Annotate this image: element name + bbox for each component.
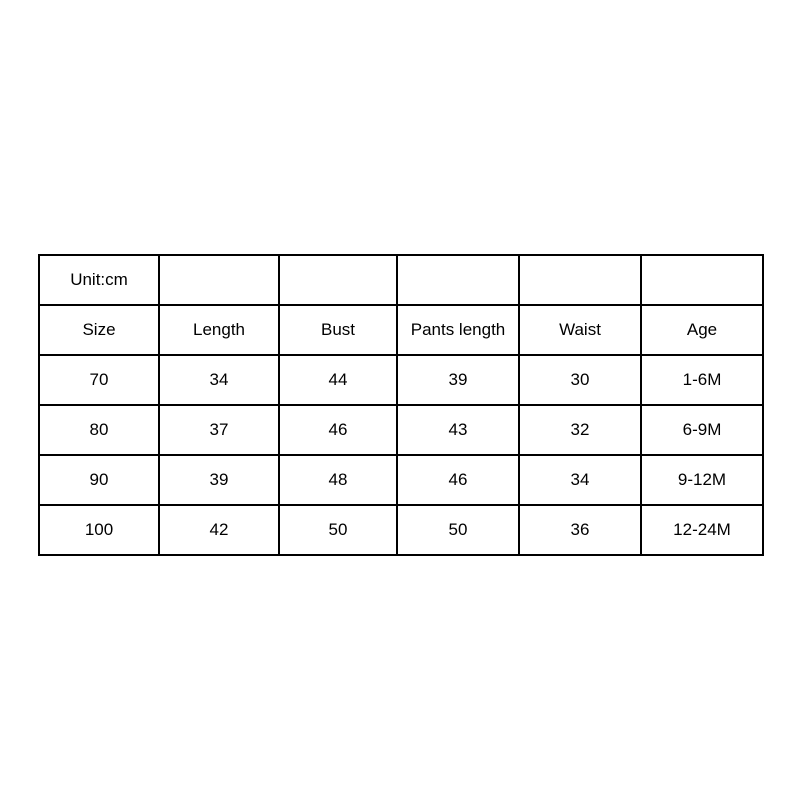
table-row: [39, 505, 763, 555]
cell-size: 90: [39, 455, 159, 505]
cell-waist: 32: [519, 405, 641, 455]
cell-age: 1-6M: [641, 355, 763, 405]
size-chart-container: [38, 254, 762, 556]
empty-cell: [397, 255, 519, 305]
cell-length: 34: [159, 355, 279, 405]
cell-length: 42: [159, 505, 279, 555]
table-row: [39, 355, 763, 405]
cell-pants-length: 43: [397, 405, 519, 455]
cell-pants-length: 39: [397, 355, 519, 405]
empty-cell: [519, 255, 641, 305]
cell-bust: 50: [279, 505, 397, 555]
cell-pants-length: 50: [397, 505, 519, 555]
cell-waist: 34: [519, 455, 641, 505]
unit-label: Unit:cm: [39, 255, 159, 305]
empty-cell: [641, 255, 763, 305]
empty-cell: [159, 255, 279, 305]
cell-age: 12-24M: [641, 505, 763, 555]
cell-bust: 48: [279, 455, 397, 505]
table-row: [39, 455, 763, 505]
cell-age: 6-9M: [641, 405, 763, 455]
cell-size: 100: [39, 505, 159, 555]
table-row: [39, 405, 763, 455]
column-header: Waist: [519, 305, 641, 355]
table-header-row: [39, 305, 763, 355]
cell-waist: 30: [519, 355, 641, 405]
column-header: Bust: [279, 305, 397, 355]
cell-size: 70: [39, 355, 159, 405]
cell-age: 9-12M: [641, 455, 763, 505]
size-chart-table: [38, 254, 764, 556]
cell-pants-length: 46: [397, 455, 519, 505]
cell-waist: 36: [519, 505, 641, 555]
cell-bust: 44: [279, 355, 397, 405]
cell-length: 39: [159, 455, 279, 505]
cell-bust: 46: [279, 405, 397, 455]
empty-cell: [279, 255, 397, 305]
column-header: Age: [641, 305, 763, 355]
column-header: Pants length: [397, 305, 519, 355]
column-header: Size: [39, 305, 159, 355]
cell-size: 80: [39, 405, 159, 455]
cell-length: 37: [159, 405, 279, 455]
column-header: Length: [159, 305, 279, 355]
unit-row: [39, 255, 763, 305]
